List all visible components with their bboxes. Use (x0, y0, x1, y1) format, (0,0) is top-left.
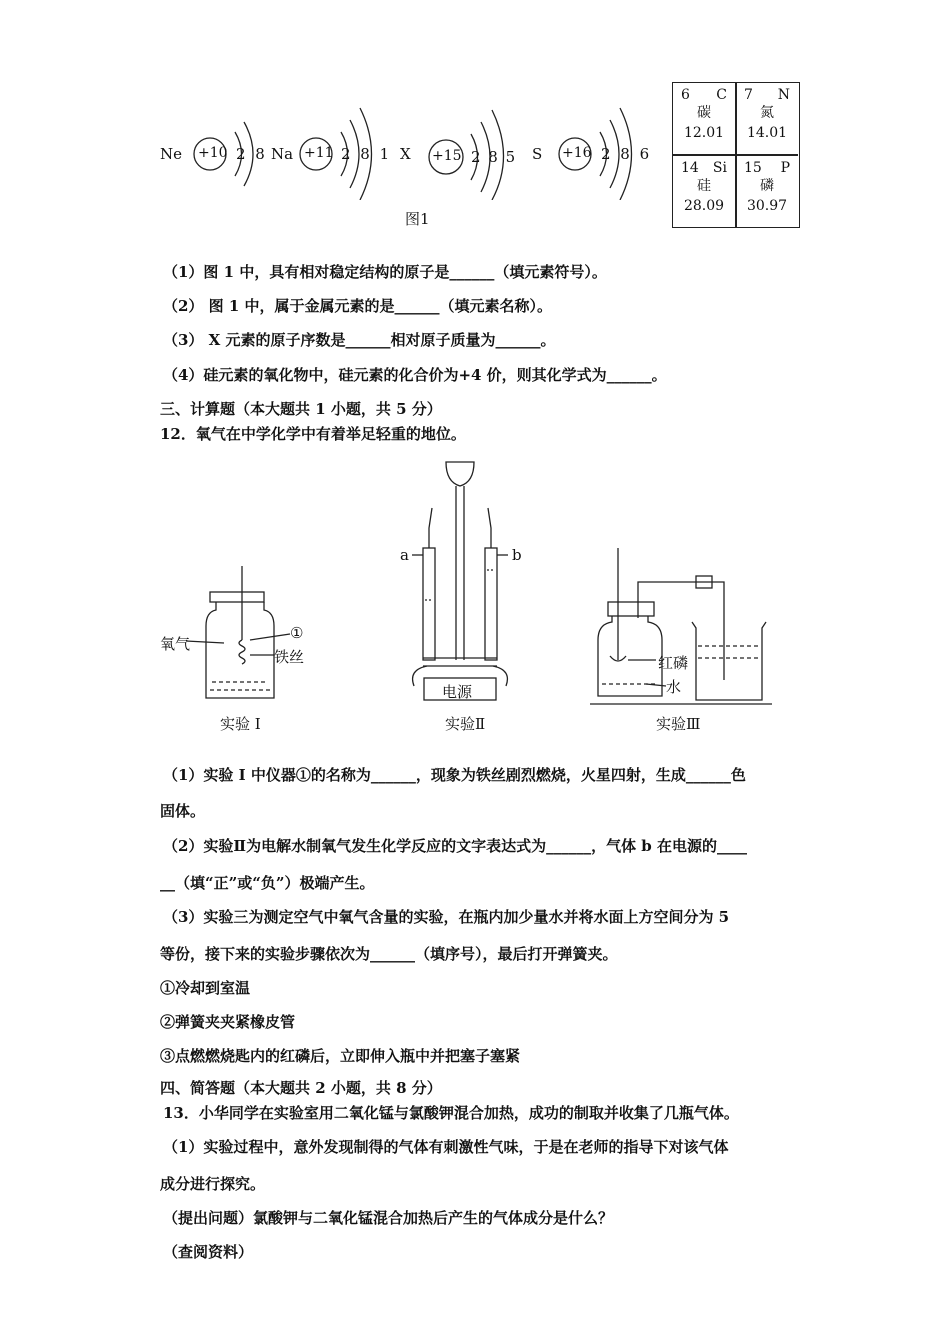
exp2-tube-a (423, 548, 435, 660)
q12-line-5: （3）实验三为测定空气中氧气含量的实验，在瓶内加少量水并将水面上方空间分为 5 (163, 908, 730, 926)
s-symbol: S (532, 145, 543, 163)
exp2-label-b: b (512, 546, 522, 564)
q12-line-3: （2）实验Ⅱ为电解水制氧气发生化学反应的文字表达式为______，气体 b 在电源的____ (163, 837, 748, 855)
section-4-heading: 四、简答题（本大题共 2 小题，共 8 分） (160, 1079, 442, 1097)
x-nucleus: +15 (432, 148, 462, 164)
pt-cell-nitrogen (736, 83, 798, 155)
q12-step-3: ③点燃燃烧匙内的红磷后，立即伸入瓶中并把塞子塞紧 (160, 1047, 521, 1065)
pt-mass: 30.97 (746, 198, 788, 214)
exp3-phosphorus-label: 红磷 (658, 654, 689, 672)
q13-line-4: （提出问题）氯酸钾与二氧化锰混合加热后产生的气体成分是什么？ (163, 1209, 614, 1227)
x-shells: 2 8 5 (471, 148, 516, 166)
exp2-power-label: 电源 (442, 683, 473, 701)
q11-item-2: （2） 图 1 中，属于金属元素的是______（填元素名称）。 (163, 297, 553, 315)
pt-number: 7 (744, 87, 753, 103)
ne-shells: 2 8 (236, 145, 265, 163)
pt-mass: 14.01 (746, 125, 788, 141)
q12-stem: 12．氧气在中学化学中有着举足轻重的地位。 (160, 425, 466, 443)
pt-mass: 12.01 (683, 125, 725, 141)
pt-number: 6 (681, 87, 690, 103)
pt-cell-carbon (673, 83, 735, 155)
na-nucleus: +11 (304, 145, 334, 161)
pt-symbol: Si (712, 160, 727, 176)
periodic-table-excerpt (672, 82, 800, 228)
na-shells: 2 8 1 (341, 145, 390, 163)
q12-step-2: ②弹簧夹夹紧橡皮管 (160, 1013, 296, 1031)
exp2-valve-b (488, 508, 491, 548)
exp1-gas-label: 氧气 (160, 635, 191, 653)
na-symbol: Na (271, 145, 294, 163)
pt-symbol: N (777, 87, 790, 103)
exp2-wire-right (493, 666, 507, 686)
q11-item-3: （3） X 元素的原子序数是______相对原子质量为______。 (163, 331, 556, 349)
pt-mass: 28.09 (683, 198, 725, 214)
pt-number: 15 (744, 160, 762, 176)
pt-symbol: C (716, 87, 727, 103)
pt-number: 14 (681, 160, 699, 176)
exp2-caption: 实验Ⅱ (445, 715, 486, 733)
pt-cell-phosphorus (736, 156, 798, 228)
q12-step-1: ①冷却到室温 (160, 979, 251, 997)
experiment-figures-svg (150, 450, 800, 740)
exp2-valve-a (429, 508, 432, 548)
ne-symbol: Ne (160, 145, 183, 163)
q13-line-5: （查阅资料） (163, 1243, 254, 1261)
x-symbol: X (400, 145, 411, 163)
exp1-gas-pointer (186, 641, 224, 643)
exp1-lid (210, 592, 264, 602)
exp2-tube-b (485, 548, 497, 660)
pt-cell-silicon (673, 156, 735, 228)
pt-name: 氮 (760, 105, 774, 121)
q12-line-1: （1）实验 I 中仪器①的名称为______，现象为铁丝剧烈燃烧，火星四射，生成______色 (163, 766, 746, 784)
exp3-water-pointer (646, 684, 666, 686)
q11-item-4: （4）硅元素的氧化物中，硅元素的化合价为+4 价，则其化学式为______。 (163, 366, 667, 384)
q13-line-3: 成分进行探究。 (160, 1175, 266, 1193)
q13-line-2: （1）实验过程中，意外发现制得的气体有刺激性气味，于是在老师的指导下对该气体 (163, 1138, 729, 1156)
pt-symbol: P (780, 160, 790, 176)
q12-line-2: 固体。 (160, 802, 206, 820)
q12-line-4: __（填“正”或“负”）极端产生。 (160, 874, 375, 892)
ne-nucleus: +10 (198, 145, 228, 161)
exp2-reservoir (446, 462, 474, 486)
q12-line-6: 等份，接下来的实验步骤依次为______（填序号），最后打开弹簧夹。 (160, 945, 618, 963)
exp1-apparatus (186, 566, 290, 698)
q11-item-1: （1）图 1 中，具有相对稳定结构的原子是______（填元素符号）。 (163, 263, 607, 281)
exp2-apparatus (412, 462, 508, 700)
s-shells: 2 8 6 (601, 145, 650, 163)
exp2-wire-left (413, 666, 427, 686)
exp3-stopper (608, 602, 654, 616)
exp1-wire-label: 铁丝 (274, 648, 305, 666)
exp1-jar (206, 602, 274, 698)
q13-line-1: 13．小华同学在实验室用二氧化锰与氯酸钾混合加热，成功的制取并收集了几瓶气体。 (163, 1104, 739, 1122)
s-nucleus: +16 (562, 145, 592, 161)
exp1-iron-coil (239, 640, 245, 664)
exp1-marker-label: ① (290, 624, 304, 642)
figure1-caption: 图1 (405, 210, 430, 228)
exp3-caption: 实验Ⅲ (656, 715, 701, 733)
section-3-heading: 三、计算题（本大题共 1 小题，共 5 分） (160, 400, 442, 418)
exp3-beaker (692, 622, 766, 700)
pt-name: 硅 (697, 178, 711, 194)
exp3-water-label: 水 (666, 678, 682, 696)
exp2-label-a: a (400, 546, 409, 564)
exp1-marker-pointer (250, 634, 290, 640)
pt-name: 磷 (760, 178, 774, 194)
pt-name: 碳 (697, 105, 711, 121)
exp1-caption: 实验 I (220, 715, 261, 733)
